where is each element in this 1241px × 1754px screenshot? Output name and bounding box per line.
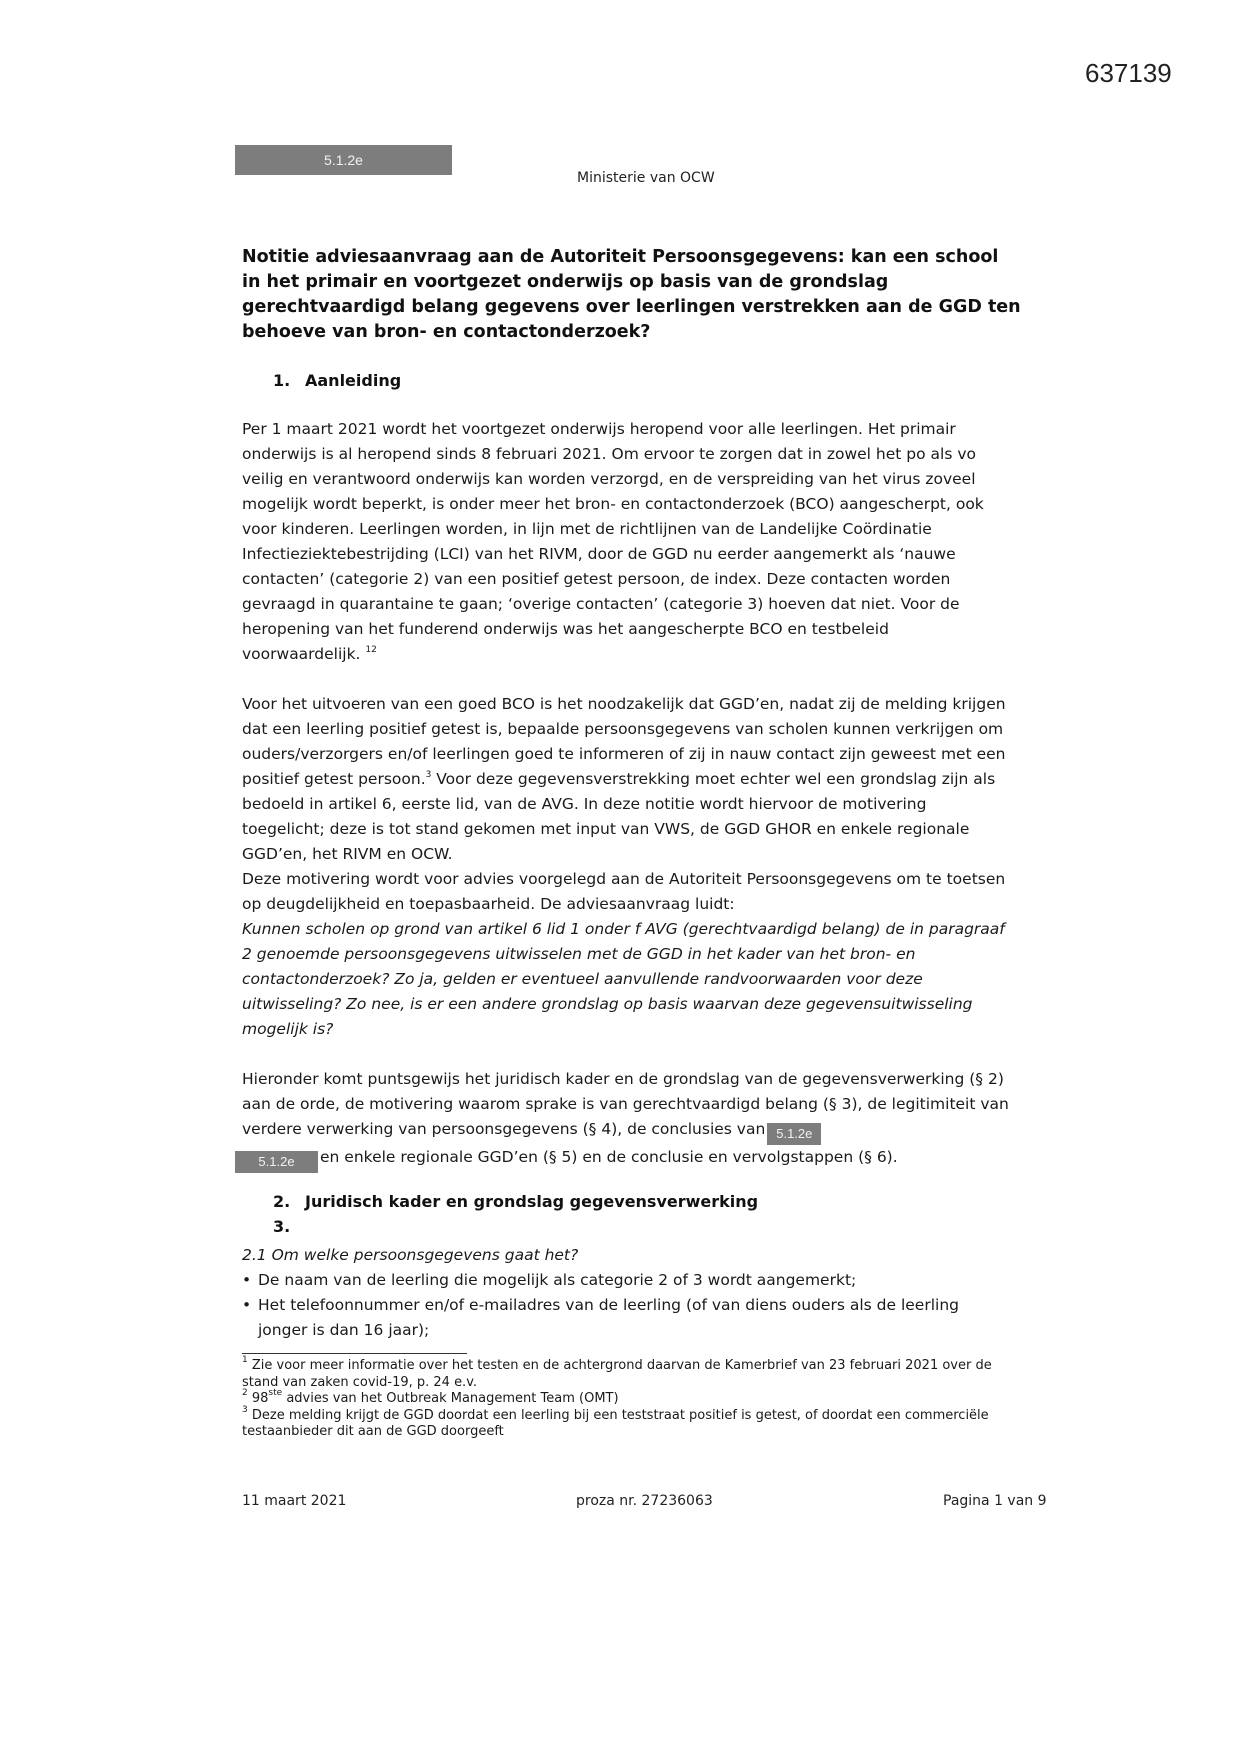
footer-date: 11 maart 2021 bbox=[242, 1493, 347, 1509]
paragraph-text: Voor het uitvoeren van een goed BCO is het noodzakelijk dat GGD’en, nadat zij de melding krijgen dat een leerling positief getest is, bepaalde persoonsgegevens van scholen kunnen verkrijgen om ouders/verzorgers en/of leerlingen goed te informeren of zij in nauw contact zijn geweest met een positief getest persoon. bbox=[242, 695, 1006, 788]
footnote bbox=[242, 1355, 1012, 1391]
footnote bbox=[242, 1388, 1012, 1408]
document-title: Notitie adviesaanvraag aan de Autoriteit Persoonsgegevens: kan een school in het primair en voortgezet onderwijs op basis van de grondslag gerechtvaardigd belang gegevens over leerlingen verstrekken aan de GGD ten behoeve van bron- en contactonderzoek? bbox=[242, 247, 1021, 342]
footnote-number: 1 bbox=[242, 1355, 248, 1365]
footnotes bbox=[242, 1355, 1012, 1441]
footer-proza: proza nr. 27236063 bbox=[576, 1493, 713, 1509]
redaction-inline: 5.1.2e bbox=[235, 1151, 318, 1173]
paragraph-overview bbox=[242, 1067, 1012, 1173]
subsection-heading: 2.1 Om welke persoonsgegevens gaat het? bbox=[242, 1246, 579, 1264]
paragraph-text: Per 1 maart 2021 wordt het voortgezet onderwijs heropend voor alle leerlingen. Het primair onderwijs is al heropend sinds 8 februari 2021. Om ervoor te zorgen dat in zowel het po als vo veilig en verantwoord onderwijs kan worden verzorgd, en de verspreiding van het virus zoveel mogelijk wordt beperkt, is onder meer het bron- en contactonderzoek (BCO) aangescherpt, ook voor kinderen. Leerlingen worden, in lijn met de richtlijnen van de Landelijke Coördinatie Infectieziektebestrijding (LCI) van het RIVM, door de GGD nu eerder aangemerkt als ‘nauwe contacten’ (categorie 2) van een positief getest persoon, de index. Deze contacten worden gevraagd in quarantaine te gaan; ‘overige contacten’ (categorie 3) hoeven dat niet. Voor de heropening van het funderend onderwijs was het aangescherpte BCO en testbeleid voorwaardelijk. bbox=[242, 420, 984, 663]
section-title: Juridisch kader en grondslag gegevensverwerking bbox=[305, 1192, 759, 1211]
document-number: 637139 bbox=[1085, 58, 1172, 88]
footnote-number: 3 bbox=[242, 1404, 248, 1415]
redaction-block: 5.1.2e bbox=[235, 145, 452, 175]
footnote-ordinal: 98 bbox=[251, 1391, 269, 1406]
footnote-number: 2 bbox=[242, 1388, 248, 1398]
list-item bbox=[242, 1293, 1012, 1343]
ordinal-suffix: ste bbox=[268, 1388, 283, 1398]
footnote-text: Deze melding krijgt de GGD doordat een leerling bij een teststraat positief is getest, of doordat een commerciële testaanbieder dit aan de GGD doorgeeft bbox=[242, 1407, 989, 1439]
footnote-divider bbox=[242, 1353, 467, 1354]
section-number: 1. bbox=[273, 371, 291, 390]
section-2-heading bbox=[273, 1192, 758, 1211]
footnote-ref: 3 bbox=[425, 770, 432, 780]
footnote-ref: 12 bbox=[365, 645, 377, 655]
section-number: 2. bbox=[273, 1192, 291, 1211]
section-title: Aanleiding bbox=[305, 371, 402, 390]
paragraph-aanleiding bbox=[242, 417, 1012, 667]
section-1-heading bbox=[273, 371, 401, 390]
data-list bbox=[242, 1268, 1012, 1343]
footnote-text: Zie voor meer informatie over het testen en de achtergrond daarvan de Kamerbrief van 23 februari 2021 over de stand van zaken covid-19, p. 24 e.v. bbox=[242, 1358, 992, 1390]
paragraph-text: Deze motivering wordt voor advies voorgelegd aan de Autoriteit Persoonsgegevens om te toetsen op deugdelijkheid en toepasbaarheid. De adviesaanvraag luidt: bbox=[242, 870, 1006, 913]
footnote bbox=[242, 1404, 1012, 1441]
list-item bbox=[242, 1268, 1012, 1293]
paragraph-text: en enkele regionale GGD’en (§ 5) en de conclusie en vervolgstappen (§ 6). bbox=[320, 1148, 898, 1166]
redaction-inline: 5.1.2e bbox=[767, 1123, 821, 1145]
bullet-icon: • bbox=[242, 1271, 252, 1289]
footnote-text: advies van het Outbreak Management Team (OMT) bbox=[282, 1391, 619, 1406]
bullet-icon: • bbox=[242, 1296, 252, 1314]
list-item-text: Het telefoonnummer en/of e-mailadres van de leerling (of van diens ouders als de leerling jonger is dan 16 jaar); bbox=[258, 1296, 959, 1339]
paragraph-text: Voor deze gegevensverstrekking moet echter wel een grondslag zijn als bedoeld in artikel 6, eerste lid, van de AVG. In deze notitie wordt hiervoor de motivering toegelicht; deze is tot stand gekomen met input van VWS, de GGD GHOR en enkele regionale GGD’en, het RIVM en OCW. bbox=[242, 770, 996, 863]
list-item-text: De naam van de leerling die mogelijk als categorie 2 of 3 wordt aangemerkt; bbox=[258, 1271, 857, 1289]
section-3-number: 3. bbox=[273, 1217, 291, 1236]
paragraph-bco bbox=[242, 692, 1012, 1042]
footer-page: Pagina 1 van 9 bbox=[943, 1493, 1047, 1509]
advice-question: Kunnen scholen op grond van artikel 6 lid 1 onder f AVG (gerechtvaardigd belang) de in paragraaf 2 genoemde persoonsgegevens uitwisselen met de GGD in het kader van het bron- en contactonderzoek? Zo ja, gelden er eventueel aanvullende randvoorwaarden voor deze uitwisseling? Zo nee, is er een andere grondslag op basis waarvan deze gegevensuitwisseling mogelijk is? bbox=[242, 920, 1005, 1038]
paragraph-text: Hieronder komt puntsgewijs het juridisch kader en de grondslag van de gegevensverwerking (§ 2) aan de orde, de motivering waarom sprake is van gerechtvaardigd belang (§ 3), de legitimiteit van verdere verwerking van persoonsgegevens (§ 4), de conclusies van bbox=[242, 1070, 1009, 1138]
ministry-name: Ministerie van OCW bbox=[577, 170, 715, 186]
